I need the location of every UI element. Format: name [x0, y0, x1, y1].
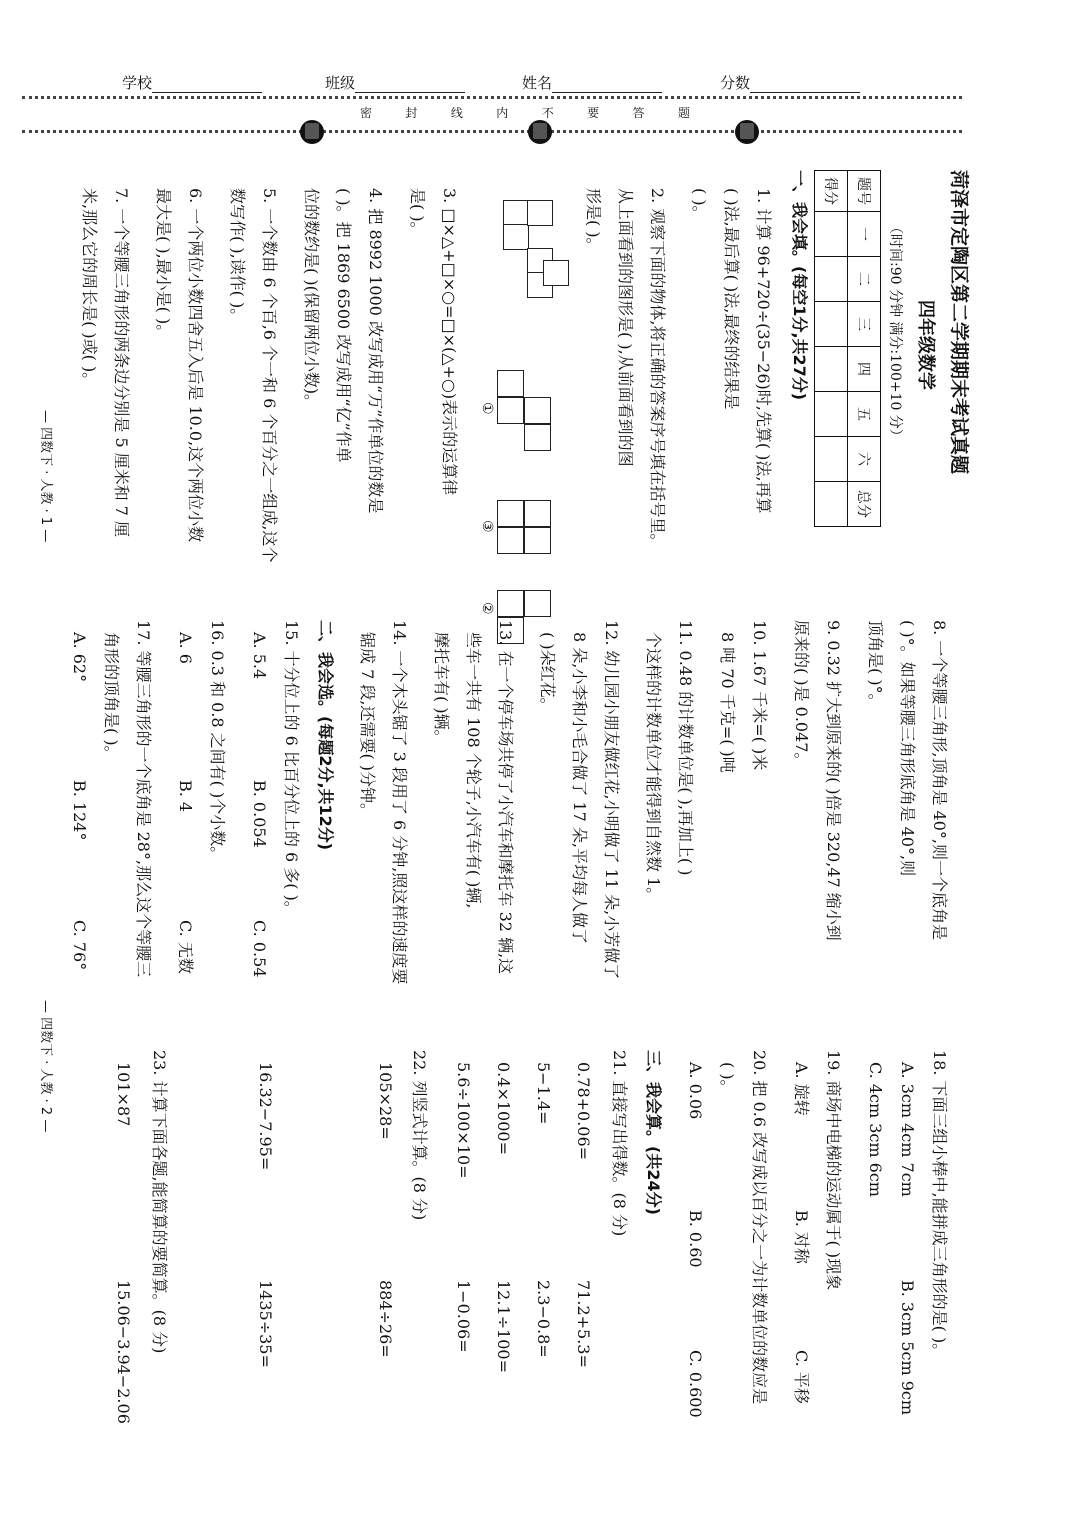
q3-line-2: 是( )。	[408, 188, 427, 238]
q20-line-1: 20. 把 0.6 改写成以百分之一为计数单位的数应是	[750, 1050, 769, 1405]
exam-title: 菏泽市定陶区第二学期期末考试真题	[948, 170, 970, 475]
q13-line-2: 些车一共有 108 个轮子,小汽车有( )辆,	[464, 632, 483, 909]
score-table: 题号 一 二 三 四 五 六 总分 得分	[814, 170, 881, 527]
q18-text: 18. 下面三组小棒中,能拼成三角形的是( )。	[930, 1050, 949, 1360]
q2-option-1-figure	[497, 370, 551, 450]
q21-item: 5−1.4=	[534, 1062, 553, 1125]
q20-option-a: A. 0.06	[686, 1062, 705, 1120]
q2-option-3-figure	[497, 500, 551, 560]
q2-option-2-label: ②	[479, 602, 495, 615]
q23-text: 23. 计算下面各题,能简算的要简算。(8 分)	[150, 1050, 169, 1354]
seal-line-text: 密 封 线 内 不 要 答 题	[360, 106, 690, 120]
school-field: 学校	[122, 72, 262, 93]
q16-text: 16. 0.3 和 0.8 之间有( )个小数。	[208, 620, 227, 863]
binding-marker-3	[735, 120, 759, 144]
q11-line-2: 个这样的计数单位才能得到自然数 1。	[644, 632, 663, 904]
q4-line-1: 4. 把 8992 1000 改写成用“万”作单位的数是	[366, 188, 385, 514]
page-footer-1: — 四数下 · 人教 · 1 —	[38, 410, 53, 543]
q17-line-2: 角形的顶角是( )。	[102, 632, 121, 762]
q18-option-c: C. 4cm 3cm 6cm	[866, 1062, 885, 1197]
q12-line-3: ( )朵红花。	[538, 632, 557, 714]
q8-line-2: ( )°。如果等腰三角形底角是 40°,则	[898, 620, 917, 877]
q23-item: 15.06−3.94−2.06	[114, 1280, 133, 1424]
q22-text: 22. 列竖式计算。(8 分)	[410, 1050, 429, 1221]
score-field: 分数	[720, 72, 860, 93]
section-2-heading: 二、我会选。(每题2分,共12分)	[316, 620, 335, 851]
q21-item: 12.1÷100=	[494, 1280, 513, 1373]
q17-option-a: A. 62°	[70, 632, 89, 683]
exam-info: （时间:90 分钟 满分:100+10 分）	[887, 220, 903, 443]
q2-line-1: 2. 观察下面的物体,将正确的答案序号填在括号里。	[648, 188, 667, 550]
q17-option-c: C. 76°	[70, 920, 89, 971]
q9-line-2: 原来的( )是 0.047。	[792, 620, 811, 769]
q23-item: 101×87	[114, 1062, 133, 1127]
q19-option-a: A. 旋转	[792, 1062, 811, 1116]
q10-line-1: 10. 1.67 千米=( )米	[750, 620, 769, 771]
q12-line-2: 8 朵,小李和小毛合做了 17 朵,平均每人做了	[570, 632, 589, 944]
q5-line-2: 数写作( ),读作( )。	[228, 188, 247, 325]
q22-item: 1435÷35=	[256, 1280, 275, 1368]
q14-line-1: 14. 一个木头锯了 3 段用了 6 分钟,照这样的速度要	[390, 620, 409, 985]
q21-item: 5.6÷100×10=	[454, 1062, 473, 1179]
q6-line-2: 最大是( ),最小是( )。	[154, 188, 173, 341]
q4-line-3: 位的数约是( )(保留两位小数)。	[302, 188, 321, 411]
q21-item: 1−0.06=	[454, 1280, 473, 1353]
q21-item: 0.78+0.06=	[574, 1062, 593, 1161]
q17-line-1: 17. 等腰三角形的一个底角是 28°,那么这个等腰三	[134, 620, 153, 978]
q6-line-1: 6. 一个两位小数四舍五入后是 10.0,这个两位小数	[186, 188, 205, 543]
q20-line-2: ( )。	[718, 1062, 737, 1096]
q20-option-b: B. 0.60	[686, 1210, 705, 1268]
seal-dotted-line-top	[22, 96, 962, 99]
q2-cube-figure	[489, 200, 569, 340]
q18-option-b: B. 3cm 5cm 9cm	[898, 1280, 917, 1416]
q18-option-a: A. 3cm 4cm 7cm	[898, 1062, 917, 1197]
exam-paper	[29, 170, 969, 1490]
page-footer-2: — 四数下 · 人教 · 2 —	[38, 1000, 53, 1133]
q15-text: 15. 十分位上的 6 比百分位上的 6 多( )。	[282, 620, 301, 917]
q3-line-1: 3. □×△+□×○=□×(△+○)表示的运算律	[440, 188, 459, 496]
q2-line-3: 形是( )。	[584, 188, 603, 254]
section-3-heading: 三、我会算。(共24分)	[644, 1050, 663, 1215]
q9-line-1: 9. 0.32 扩大到原来的( )倍是 320,47 缩小到	[824, 620, 843, 941]
section-1-heading: 一、我会填。(每空1分,共27分)	[790, 170, 809, 401]
q1-line-3: ( )。	[690, 188, 709, 222]
q7-line-2: 米,那么它的周长是( )或( )。	[80, 188, 99, 389]
q8-line-3: 顶角是( )°。	[866, 620, 885, 710]
q16-option-a: A. 6	[176, 632, 195, 664]
q19-option-b: B. 对称	[792, 1210, 811, 1264]
binding-marker-1	[300, 120, 324, 144]
q21-item: 0.4×1000=	[494, 1062, 513, 1155]
class-field: 班级	[325, 72, 465, 93]
q22-item: 105×28=	[376, 1062, 395, 1140]
q5-line-1: 5. 一个数由 6 个百,6 个一和 6 个百分之一组成,这个	[260, 188, 279, 563]
q20-option-c: C. 0.600	[686, 1350, 705, 1418]
q10-line-2: 8 吨 70 千克=( )吨	[718, 632, 737, 773]
q11-line-1: 11. 0.48 的计数单位是( ),再加上( )	[676, 620, 695, 876]
q22-item: 16.32−7.95=	[256, 1062, 275, 1171]
q1-line-2: ( )法,最后算( )法,最终的结果是	[722, 188, 741, 410]
q8-line-1: 8. 一个等腰三角形,顶角是 40°,则一个底角是	[930, 620, 949, 940]
q2-option-1-label: ①	[479, 402, 495, 415]
q16-option-b: B. 4	[176, 780, 195, 813]
q21-text: 21. 直接写出得数。(8 分)	[610, 1050, 629, 1237]
q1-line-1: 1. 计算 96+720÷(35−26)时,先算( )法,再算	[754, 188, 773, 514]
q19-text: 19. 商场中电梯的运动属于( )现象	[824, 1050, 843, 1291]
q13-line-1: 13. 在一个停车场共停了小汽车和摩托车 32 辆,这	[496, 620, 515, 975]
binding-marker-2	[528, 120, 552, 144]
q2-line-2: 从上面看到的图形是( ),从前面看到的图	[616, 188, 635, 467]
q15-option-c: C. 0.54	[250, 920, 269, 978]
q22-item: 884÷26=	[376, 1280, 395, 1358]
q14-line-2: 锯成 7 段,还需要( )分钟。	[358, 632, 377, 820]
q12-line-1: 12. 幼儿园小朋友做红花,小明做了 11 朵,小芳做了	[602, 620, 621, 980]
q19-option-c: C. 平移	[792, 1350, 811, 1404]
q4-line-2: ( )。把 1869 6500 改写成用“亿”作单	[334, 188, 353, 463]
seal-dotted-line-bottom	[22, 130, 962, 133]
q13-line-3: 摩托车有( )辆。	[432, 632, 451, 746]
q15-option-b: B. 0.054	[250, 780, 269, 848]
name-field: 姓名	[522, 72, 662, 93]
q15-option-a: A. 5.4	[250, 632, 269, 680]
q7-line-1: 7. 一个等腰三角形的两条边分别是 5 厘米和 7 厘	[112, 188, 131, 538]
q16-option-c: C. 无数	[176, 920, 195, 974]
q21-item: 2.3−0.8=	[534, 1280, 553, 1358]
q17-option-b: B. 124°	[70, 780, 89, 841]
exam-subtitle: 四年级数学	[915, 300, 936, 390]
q2-option-3-label: ③	[479, 520, 495, 533]
q21-item: 71.2+5.3=	[574, 1280, 593, 1368]
